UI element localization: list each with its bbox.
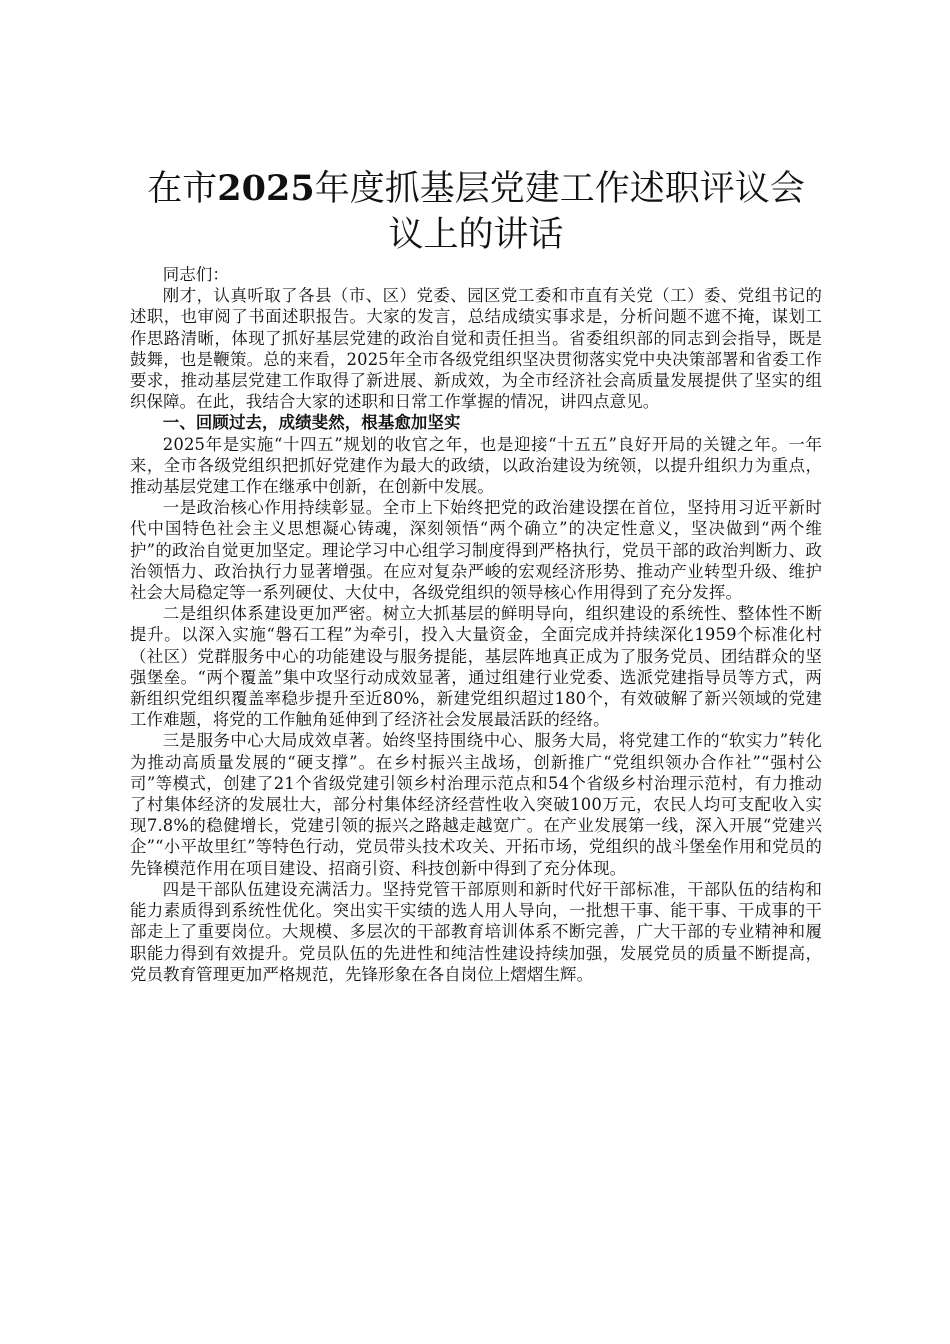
section-paragraph-2: 一是政治核心作用持续彰显。全市上下始终把党的政治建设摆在首位，坚持用习近平新时代中国特色社会主义思想凝心铸魂，深刻领悟“两个确立”的决定性意义，坚决做到“两个维护”的政治自觉更加坚定。理论学习中心组学习制度得到严格执行，党员干部的政治判断力、政治领悟力、政治执行力显著增强。在应对复杂严峻的宏观经济形势、推动产业转型升级、维护社会大局稳定等一系列硬仗、大仗中，各级党组织的领导核心作用得到了充分发挥。 [130,498,822,603]
document-title [130,166,822,258]
greeting: 同志们： [162,265,229,284]
section-heading: 一、回顾过去，成绩斐然，根基愈加坚实 [162,413,461,433]
intro-paragraph: 刚才，认真听取了各县（市、区）党委、园区党工委和市直有关党（工）委、党组书记的述职，也审阅了书面述职报告。大家的发言，总结成绩实事求是，分析问题不遮不掩，谋划工作思路清晰，体现了抓好基层党建的政治自觉和责任担当。省委组织部的同志到会指导，既是鼓舞，也是鞭策。总的来看，2025年全市各级党组织坚决贯彻落实党中央决策部署和省委工作要求，推动基层党建工作取得了新进展、新成效，为全市经济社会高质量发展提供了坚实的组织保障。在此，我结合大家的述职和日常工作掌握的情况，讲四点意见。 [130,286,822,412]
section-paragraph-5: 四是干部队伍建设充满活力。坚持党管干部原则和新时代好干部标准，干部队伍的结构和能力素质得到系统性优化。突出实干实绩的选人用人导向，一批想干事、能干事、干成事的干部走上了重要岗位。大规模、多层次的干部教育培训体系不断完善，广大干部的专业精神和履职能力得到有效提升。党员队伍的先进性和纯洁性建设持续加强，发展党员的质量不断提高，党员教育管理更加严格规范，先锋形象在各自岗位上熠熠生辉。 [130,879,822,984]
title-prefix: 在市 [147,169,218,209]
section-paragraph-4: 三是服务中心大局成效卓著。始终坚持围绕中心、服务大局，将党建工作的“软实力”转化为推动高质量发展的“硬支撑”。在乡村振兴主战场，创新推广“党组织领办合作社”“强村公司”等模式，创建了21个省级党建引领乡村治理示范点和54个省级乡村治理示范村，有力推动了村集体经济的发展壮大，部分村集体经济经营性收入突破100万元，农民人均可支配收入实现7.8%的稳健增长，党建引领的振兴之路越走越宽广。在产业发展第一线，深入开展“党建兴企”“小平故里红”等特色行动，党员带头技术攻关、开拓市场，党组织的战斗堡垒作用和党员的先锋模范作用在项目建设、招商引资、科技创新中得到了充分体现。 [130,731,822,878]
title-suffix: 年度抓基层党建工作述职评议会议上的讲话 [314,169,805,255]
section-paragraph-3: 二是组织体系建设更加严密。树立大抓基层的鲜明导向，组织建设的系统性、整体性不断提升。以深入实施“磐石工程”为牵引，投入大量资金，全面完成并持续深化1959个标准化村（社区）党群服务中心的功能建设与服务提能，基层阵地真正成为了服务党员、团结群众的坚强堡垒。“两个覆盖”集中攻坚行动成效显著，通过组建行业党委、选派党建指导员等方式，两新组织党组织覆盖率稳步提升至近80%，新建党组织超过180个，有效破解了新兴领域的党建工作难题，将党的工作触角延伸到了经济社会发展最活跃的经络。 [130,604,822,730]
title-year: 2025 [217,168,315,209]
section-paragraph-1: 2025年是实施“十四五”规划的收官之年，也是迎接“十五五”良好开局的关键之年。一年来，全市各级党组织把抓好党建作为最大的政绩，以政治建设为统领，以提升组织力为重点，推动基层党建工作在继承中创新，在创新中发展。 [130,434,822,497]
document-page [130,166,822,985]
